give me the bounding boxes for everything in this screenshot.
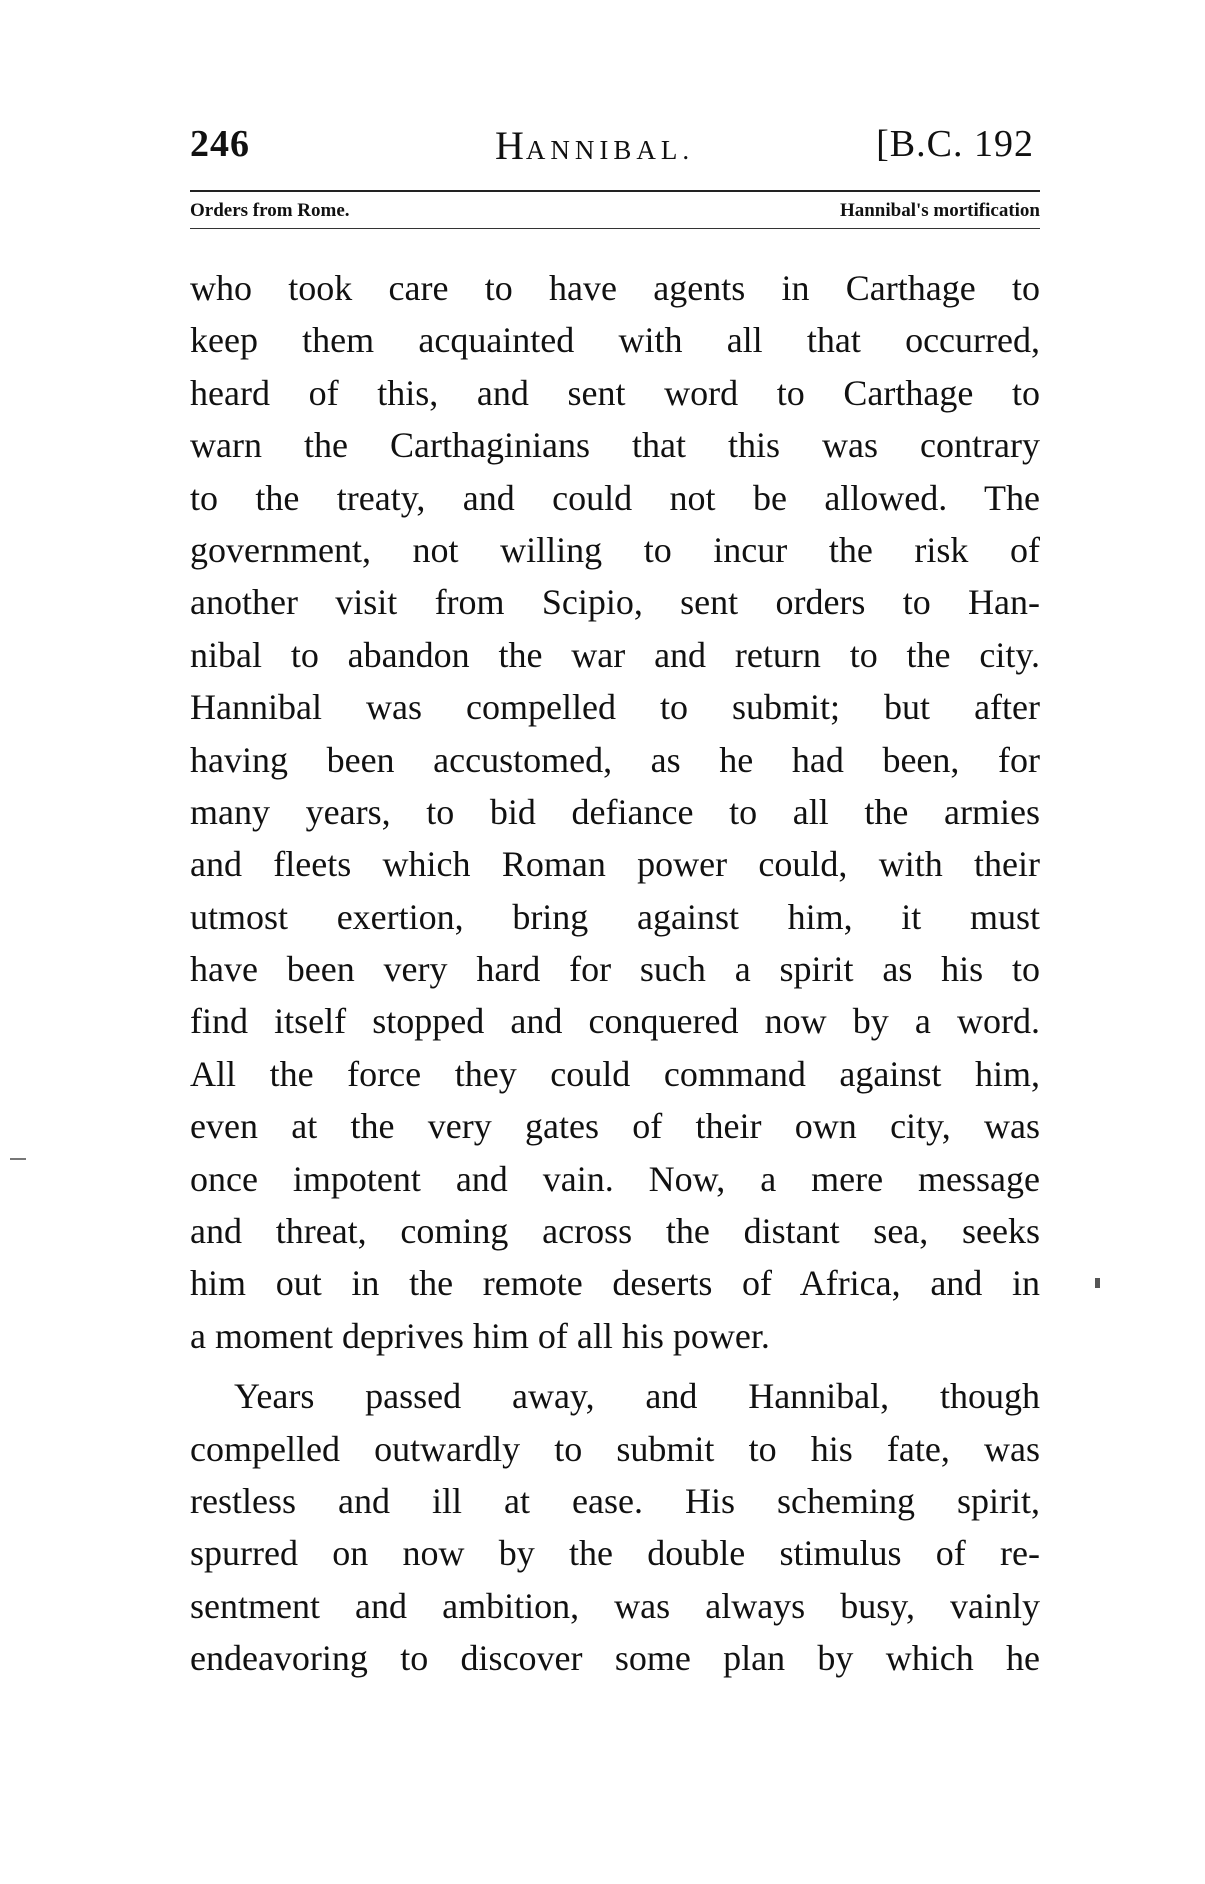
text-line: him out in the remote deserts of Africa, and in xyxy=(190,1263,1040,1304)
text-line: even at the very gates of their own city, was xyxy=(190,1106,1040,1147)
page-header xyxy=(190,122,1040,172)
text-line: Hannibal was compelled to submit; but after xyxy=(190,687,1040,728)
text-line: another visit from Scipio, sent orders to Han- xyxy=(190,582,1040,623)
paragraph-2 xyxy=(190,1370,1040,1684)
text-line: find itself stopped and conquered now by a word. xyxy=(190,1001,1040,1042)
text-line: government, not willing to incur the risk of xyxy=(190,529,1040,570)
text-line: to the treaty, and could not be allowed. The xyxy=(190,477,1040,518)
text-line: who took care to have agents in Carthage to xyxy=(190,268,1040,308)
running-title-rest: ANNIBAL. xyxy=(525,135,695,165)
text-line: keep them acquainted with all that occurred, xyxy=(190,320,1040,361)
text-line: and fleets which Roman power could, with their xyxy=(190,844,1040,885)
text-line: spurred on now by the double stimulus of re- xyxy=(190,1533,1040,1574)
text-line: sentment and ambition, was always busy, vainly xyxy=(190,1585,1040,1626)
text-line: nibal to abandon the war and return to the city. xyxy=(190,634,1040,675)
text-line: heard of this, and sent word to Carthage to xyxy=(190,372,1040,413)
text-line: warn the Carthaginians that this was contrary xyxy=(190,425,1040,466)
text-line: a moment deprives him of all his power. xyxy=(190,1315,770,1356)
margin-mark xyxy=(10,1158,26,1160)
subhead-rule xyxy=(190,228,1040,229)
text-line: have been very hard for such a spirit as his to xyxy=(190,949,1040,990)
text-line: and threat, coming across the distant sea, seeks xyxy=(190,1211,1040,1252)
body-text xyxy=(190,262,1040,1685)
text-line: restless and ill at ease. His scheming spirit, xyxy=(190,1480,1040,1521)
text-line: having been accustomed, as he had been, for xyxy=(190,739,1040,780)
paragraph-1 xyxy=(190,262,1040,1362)
text-line: utmost exertion, bring against him, it must xyxy=(190,896,1040,937)
margin-mark xyxy=(1095,1278,1100,1288)
header-rule xyxy=(190,190,1040,192)
subheads xyxy=(190,200,1040,226)
text-line: endeavoring to discover some plan by which he xyxy=(190,1638,1040,1679)
running-title xyxy=(495,122,694,169)
text-line: many years, to bid defiance to all the armies xyxy=(190,791,1040,832)
date-reference: [B.C. 192 xyxy=(876,123,1034,165)
subhead-right: Hannibal's mortification xyxy=(839,200,1040,221)
text-line: once impotent and vain. Now, a mere message xyxy=(190,1158,1040,1199)
text-line: compelled outwardly to submit to his fate, was xyxy=(190,1428,1040,1469)
running-title-initial: H xyxy=(495,123,526,168)
text-line: All the force they could command against him, xyxy=(190,1053,1040,1094)
paragraph-gap xyxy=(190,1362,1040,1370)
page-number: 246 xyxy=(190,123,250,165)
subhead-left: Orders from Rome. xyxy=(190,200,350,221)
text-line: Years passed away, and Hannibal, though xyxy=(234,1376,1040,1417)
